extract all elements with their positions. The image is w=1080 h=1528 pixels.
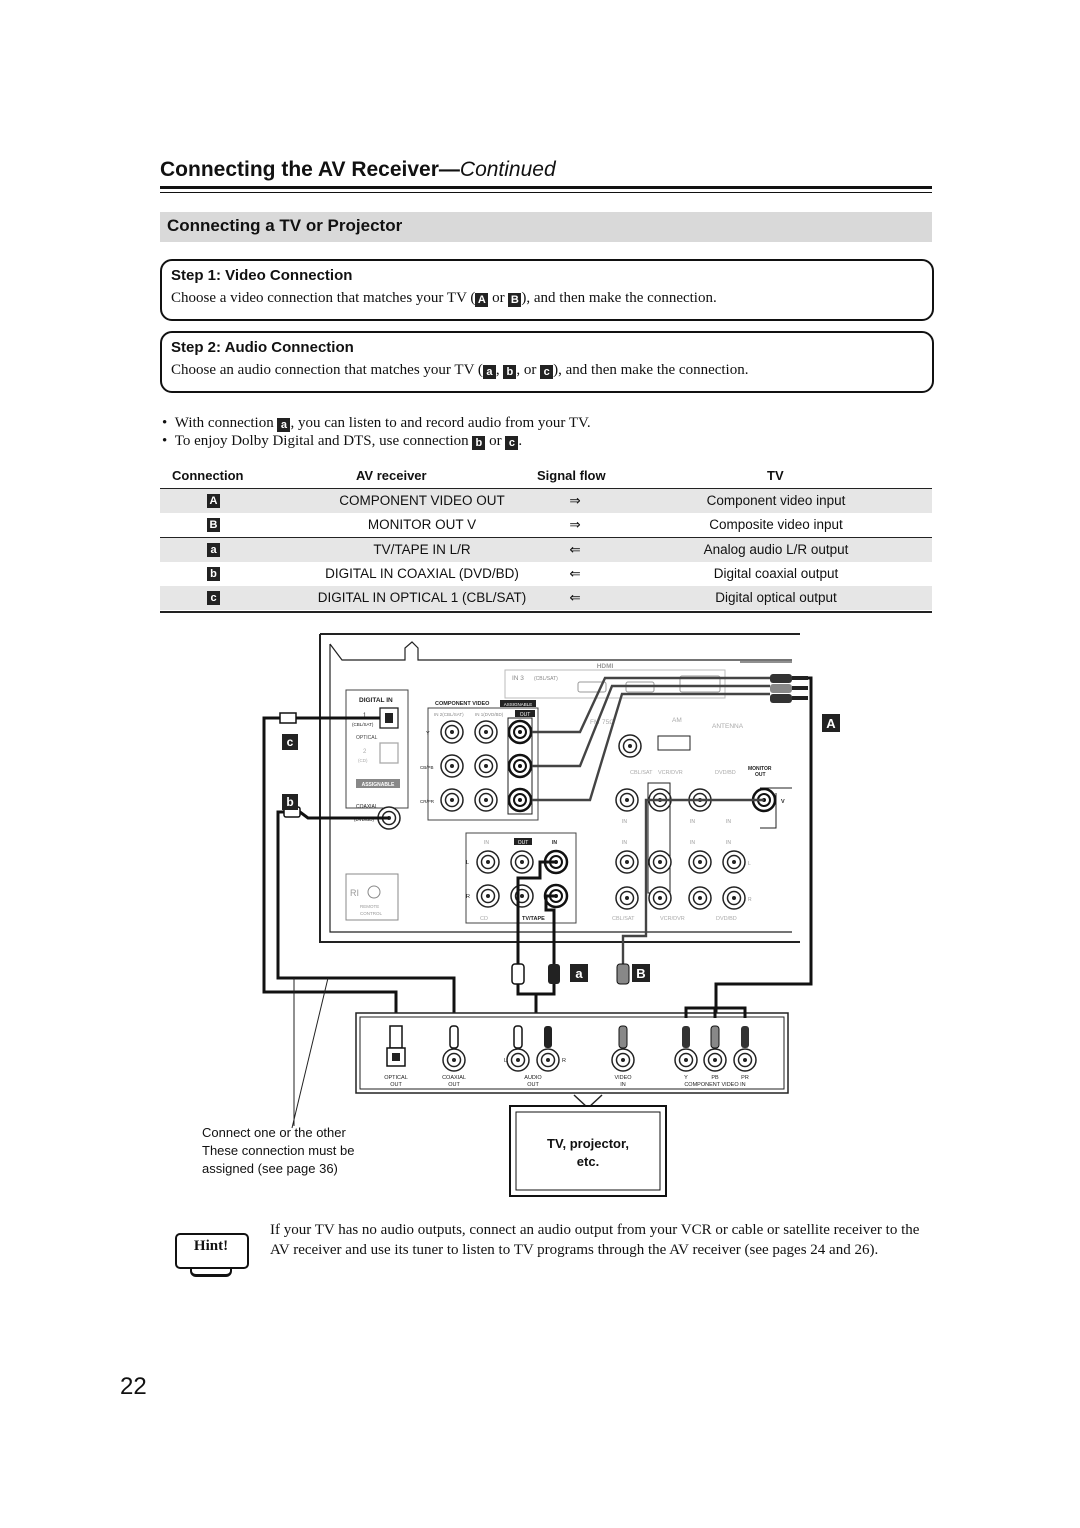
row-flow-arrow: ⇐ — [569, 542, 581, 557]
step2-text — [171, 362, 748, 379]
step2-text-b: , — [495, 362, 504, 378]
ri-label: RI — [350, 888, 359, 898]
component-y-label: Y — [426, 731, 430, 737]
digital-in-section — [346, 690, 408, 829]
step1-text-a: Choose a video connection that matches your TV ( — [171, 290, 476, 306]
component-crpr-label: CR/PR — [420, 799, 435, 804]
header-title-suffix: Continued — [459, 158, 556, 181]
page-header-title: Connecting the AV Receiver—Continued — [160, 158, 556, 181]
row-receiver: COMPONENT VIDEO OUT — [339, 493, 505, 508]
row-flow-arrow: ⇒ — [569, 493, 581, 508]
letter-badge-c: c — [505, 436, 518, 450]
callout-c — [282, 734, 298, 750]
in-label: IN — [690, 819, 695, 825]
section-title: Connecting a TV or Projector — [167, 216, 403, 235]
optical2-label: 2 — [363, 749, 367, 755]
remote-control-jack — [346, 874, 398, 920]
callout-B — [632, 964, 650, 982]
table-bottom-rule — [160, 611, 932, 613]
tv-audio-label: AUDIO — [524, 1075, 542, 1081]
callout-a-text: a — [575, 966, 583, 981]
component-in2-label: IN 2(CBL/SAT) — [434, 712, 464, 717]
bullet-1-text-a: With connection — [174, 415, 278, 431]
tape-in-label: IN — [552, 840, 557, 846]
tv-optical-label: OPTICAL — [384, 1075, 408, 1081]
tv-label-line2: etc. — [576, 1154, 600, 1169]
row-tv: Component video input — [706, 493, 846, 508]
hint-tv-stand — [190, 1268, 232, 1277]
row-tv: Composite video input — [709, 517, 843, 532]
remote-label: REMOTE — [360, 904, 380, 909]
bullet-2-text-a: To enjoy Dolby Digital and DTS, use connection — [174, 433, 473, 449]
connection-diagram — [160, 628, 950, 1228]
tv-label-line1: TV, projector, — [547, 1136, 629, 1151]
audio-vcrdvr-label: VCR/DVR — [660, 916, 685, 922]
coaxial-dvdbd-label: (DVD/BD) — [354, 817, 374, 822]
bullet-2-text-b: or — [485, 433, 506, 449]
step1-text-c: ), and then make the connection. — [521, 290, 717, 306]
note-line1: Connect one or the other — [202, 1125, 346, 1140]
step1-box — [160, 259, 934, 321]
in-label: IN — [622, 819, 627, 825]
tv-jack-panel — [356, 1008, 788, 1093]
page-number: 22 — [120, 1373, 147, 1400]
hdmi-inputs — [505, 663, 725, 698]
row-tv: Digital coaxial output — [713, 566, 839, 581]
optical-plug — [280, 713, 296, 723]
callout-c-text: c — [286, 735, 294, 749]
table-header-av-receiver: AV receiver — [356, 468, 427, 483]
row-letter-badge: c — [207, 591, 220, 605]
letter-badge-a: a — [483, 365, 496, 379]
table-row — [160, 586, 932, 610]
row-receiver: DIGITAL IN OPTICAL 1 (CBL/SAT) — [317, 590, 527, 605]
antenna-section — [590, 717, 785, 922]
letter-badge-b: b — [472, 436, 485, 450]
row-receiver: DIGITAL IN COAXIAL (DVD/BD) — [325, 566, 519, 581]
row-flow-arrow: ⇐ — [569, 590, 581, 605]
coaxial-cable-b — [278, 812, 454, 1026]
row-receiver: TV/TAPE IN L/R — [373, 542, 471, 557]
row-tv: Digital optical output — [715, 590, 837, 605]
tv-audio-l-label: L — [504, 1058, 508, 1064]
step2-text-d: ), and then make the connection. — [553, 362, 749, 378]
letter-badge-c: c — [540, 365, 553, 379]
component-plugs — [770, 674, 808, 703]
hdmi-label: HDMI — [596, 663, 614, 670]
row-letter-badge: A — [207, 494, 220, 508]
cd-label: CD — [480, 916, 488, 922]
step1-text — [171, 290, 717, 307]
coaxial-label: COAXIAL — [356, 804, 378, 810]
hdmi-cblsat-label: (CBL/SAT) — [534, 676, 558, 682]
row-tv: Analog audio L/R output — [703, 542, 849, 557]
table-row — [160, 489, 932, 513]
fm-ohm-label: 75Ω — [602, 719, 615, 726]
row-flow-arrow: ⇐ — [569, 566, 581, 581]
callout-b-text: b — [286, 795, 294, 809]
assignable-label: ASSIGNABLE — [361, 782, 395, 788]
monitor-v-label: V — [781, 799, 785, 805]
table-header-tv: TV — [767, 468, 784, 483]
monitor-label: MONITOR — [748, 766, 772, 772]
antenna-label: ANTENNA — [712, 723, 744, 730]
letter-badge-B: B — [508, 293, 521, 307]
bullet-1-text-b: , you can listen to and record audio from your TV. — [290, 415, 591, 431]
component-cbpb-label: CB/PB — [420, 765, 434, 770]
bullet-2: • To enjoy Dolby Digital and DTS, use connection b or c . — [162, 433, 523, 449]
row-letter-badge: B — [207, 518, 220, 532]
table-header-signal-flow: Signal flow — [537, 468, 606, 483]
header-rule-thin — [160, 192, 932, 193]
step2-text-c: , or — [516, 362, 541, 378]
fm-label: FM — [590, 719, 600, 726]
step2-heading: Step 2: Audio Connection — [171, 339, 354, 356]
hint-text: If your TV has no audio outputs, connect an audio output from your VCR or cable or satellite receiver to the AV receiver and use its tuner to listen to TV programs through the AV receiver (see pages 24 and 26). — [270, 1222, 920, 1258]
tv-audio-r-label: R — [562, 1058, 566, 1064]
callout-B-text: B — [636, 966, 646, 981]
tv-component-pr-label: PR — [741, 1075, 749, 1081]
optical2-sub-label: (CD) — [358, 758, 368, 763]
l-label: L — [748, 861, 751, 867]
step2-text-a: Choose an audio connection that matches your TV ( — [171, 362, 483, 378]
audio-r-label: R — [466, 894, 470, 900]
component-in1-label: IN 1(DVD/BD) — [475, 712, 504, 717]
audio-dvdbd-label: DVD/BD — [716, 916, 737, 922]
header-title-main: Connecting the AV Receiver — [160, 158, 439, 181]
hdmi-in3-label: IN 3 — [512, 675, 524, 682]
step2-box — [160, 331, 934, 393]
tv-icon — [510, 1095, 666, 1196]
tv-video-in-label: IN — [620, 1082, 626, 1088]
in-label: IN — [726, 840, 731, 846]
r-label: R — [748, 897, 752, 903]
letter-badge-b: b — [503, 365, 516, 379]
tv-video-label: VIDEO — [614, 1075, 632, 1081]
tv-coaxial-label: COAXIAL — [442, 1075, 466, 1081]
header-rule — [160, 186, 932, 189]
row-letter-badge: a — [207, 543, 220, 557]
am-label: AM — [672, 717, 682, 724]
table-header-connection: Connection — [172, 468, 244, 483]
note-line2: These connection must be — [202, 1143, 355, 1158]
tv-component-y-label: Y — [684, 1075, 688, 1081]
note-pointer — [292, 978, 328, 1128]
video-cblsat-label: CBL/SAT — [630, 770, 653, 776]
letter-badge-A: A — [475, 293, 488, 307]
tape-out-label: OUT — [517, 840, 529, 846]
tv-component-pb-label: PB — [711, 1075, 719, 1081]
digital-in-label: DIGITAL IN — [359, 697, 393, 704]
component-assignable-label: ASSIGNABLE — [503, 702, 533, 707]
table-row — [160, 513, 932, 537]
step1-heading: Step 1: Video Connection — [171, 267, 353, 284]
component-cable-A — [532, 678, 770, 800]
row-receiver: MONITOR OUT V — [367, 517, 477, 532]
letter-badge-a: a — [277, 418, 290, 432]
optical1-sub-label: (CBL/SAT) — [352, 722, 374, 727]
callout-A-text: A — [826, 716, 836, 731]
component-video-label: COMPONENT VIDEO — [435, 701, 490, 707]
audio-cblsat-label: CBL/SAT — [612, 916, 635, 922]
hint-label: Hint! — [193, 1238, 229, 1254]
callout-A — [822, 714, 840, 732]
component-out-label: OUT — [519, 712, 531, 718]
tv-audio-out-label: OUT — [527, 1082, 539, 1088]
optical-label: OPTICAL — [356, 735, 378, 741]
video-dvdbd-label: DVD/BD — [715, 770, 736, 776]
control-label: CONTROL — [360, 911, 383, 916]
row-flow-arrow: ⇒ — [569, 517, 581, 532]
bullet-1: • With connection a , you can listen to and record audio from your TV. — [162, 415, 591, 431]
in-label: IN — [622, 840, 627, 846]
tv-optical-out-label: OUT — [390, 1082, 402, 1088]
step1-text-b: or — [488, 290, 509, 306]
callout-b — [282, 794, 298, 810]
tv-coaxial-out-label: OUT — [448, 1082, 460, 1088]
tvtape-label: TV/TAPE — [522, 916, 545, 922]
optical1-label: 1 — [363, 713, 367, 719]
row-letter-badge: b — [207, 567, 220, 581]
table-row — [160, 562, 932, 586]
in-label: IN — [726, 819, 731, 825]
video-vcrdvr-label: VCR/DVR — [658, 770, 683, 776]
cd-in-label: IN — [484, 840, 489, 846]
note-line3: assigned (see page 36) — [202, 1161, 338, 1176]
table-row — [160, 538, 932, 562]
monitor-out-label: OUT — [755, 772, 766, 778]
bullet-2-text-c: . — [518, 433, 523, 449]
component-video-section — [420, 700, 538, 820]
callout-a — [570, 964, 588, 982]
tv-component-in-label: COMPONENT VIDEO IN — [684, 1082, 746, 1088]
audio-l-label: L — [466, 860, 470, 866]
in-label: IN — [690, 840, 695, 846]
